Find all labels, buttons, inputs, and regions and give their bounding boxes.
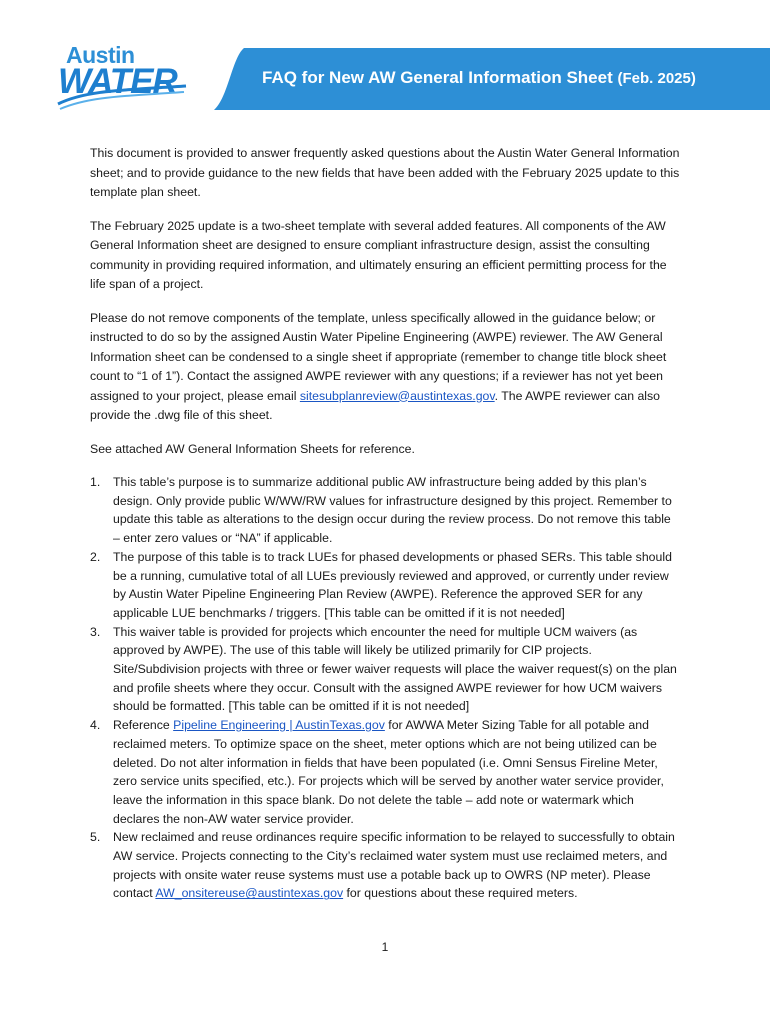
list-item [90,473,680,548]
intro-paragraph-1: This document is provided to answer frequently asked questions about the Austin Water General Information sheet; and to provide guidance to the new fields that have been added with the February 2025 update to this template plan sheet. [90,146,680,199]
list-item-text: This waiver table is provided for projects which encounter the need for multiple UCM waivers (as approved by AWPE). The use of this table will likely be utilized primarily for CIP projects. Site/Subdivision projects with three or fewer waiver requests will place the waiver request(s) on the plan and profile sheets where they occur. Consult with the assigned AWPE reviewer for how UCM waivers should be formatted. [This table can be omitted if it is not needed] [113,624,677,714]
list-item-text-end: for AWWA Meter Sizing Table for all potable and reclaimed meters. To optimize space on the sheet, meter options which are not being utilized can be deleted. Do not alter information in fields that have been populated (i.e. Omni Sensus Fireline Meter, zero service units specified, etc.). For projects which will be served by another water service provider, leave the information in this space blank. Do not delete the table – add note or watermark which declares the non-AW water service provider. [113,718,664,826]
review-email-link[interactable]: sitesubplanreview@austintexas.gov [299,388,495,403]
logo-austin-text: Austin [66,42,135,68]
intro-paragraph-3-end: . The AWPE reviewer can also provide the .dwg file of this sheet. [90,388,661,422]
list-item [90,623,680,717]
onsite-reuse-email-link[interactable]: AW_onsitereuse@austintexas.gov [155,886,344,901]
title-banner [214,48,770,110]
intro-paragraph-3-text: Please do not remove components of the template, unless specifically allowed in the guidance below; or instructed to do so by the assigned Austin Water Pipeline Engineering (AWPE) reviewer. The AW General Information sheet can be condensed to a single sheet if appropriate (remember to change title block sheet count to “1 of 1”). Contact the assigned AWPE reviewer with any questions; if a reviewer has not yet been assigned to your project, please email [90,310,667,403]
pipeline-engineering-link[interactable]: Pipeline Engineering | AustinTexas.gov [173,718,385,733]
list-item [90,716,680,828]
list-item [90,828,680,903]
list-item-number: 2. [90,549,101,564]
logo-water-text: WATER [58,62,177,101]
list-item-number: 4. [90,718,101,733]
document-header [0,0,770,130]
list-item-number: 5. [90,830,101,845]
list-item-number: 3. [90,624,101,639]
document-title-text: FAQ for New AW General Information Sheet [262,68,613,87]
intro-paragraph-3 [90,309,680,426]
page-number: 1 [381,940,389,954]
document-body [90,144,680,903]
list-item-text: The purpose of this table is to track LUEs for phased developments or phased SERs. This table should be a running, cumulative total of all LUEs previously reviewed and approved, or currently under review by Austin Water Pipeline Engineering Plan Review (AWPE). Reference the approved SER for any applicable LUE benchmarks / triggers. [This table can be omitted if it is not needed] [113,549,672,620]
logo-swoosh-icon [56,82,196,112]
list-item-number: 1. [90,475,101,489]
document-title [262,68,696,88]
list-item-text: This table’s purpose is to summarize additional public AW infrastructure being added by this plan’s design. Only provide public W/WW/RW values for infrastructure designed by this project. Remember to update this table as alterations to the design occur during the review process. Do not remove this table – enter zero values or “NA” if applicable. [113,475,672,546]
list-item [90,548,680,623]
document-date: (Feb. 2025) [617,70,696,87]
faq-list [90,473,680,903]
list-item-text-start: New reclaimed and reuse ordinances require specific information to be relayed to successfully to obtain AW service. Projects connecting to the City’s reclaimed water system must use reclaimed meters, and projects with onsite water reuse systems must use a potable back up to OWRS (NP meter). Please contact [113,830,675,901]
intro-paragraph-4: See attached AW General Information Sheets for reference. [90,441,415,456]
intro-paragraph-2: The February 2025 update is a two-sheet template with several added features. All components of the AW General Information sheet are designed to ensure compliant infrastructure design, assist the consulting community in providing required information, and ultimately ensuring an efficient permitting process for the life span of a project. [90,218,667,291]
list-item-text-start: Reference [113,718,174,733]
austin-water-logo [56,42,196,112]
list-item-text-end: for questions about these required meters. [343,886,578,901]
